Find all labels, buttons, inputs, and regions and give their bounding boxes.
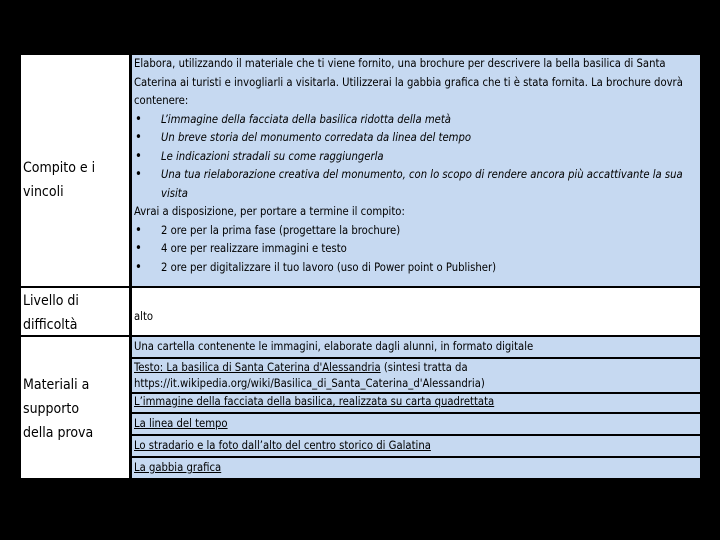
difficulty-label-line2: difficoltà bbox=[23, 317, 78, 333]
task-intro: Elabora, utilizzando il materiale che ti viene fornito, una brochure per descrivere la bella basilica di Santa Caterina ai turisti e invogliarli a visitarla. Utilizzerai la gabbia grafica che ti è stata fornita. La brochure dovrà contenere: bbox=[134, 57, 683, 107]
list-item: • Una tua rielaborazione creativa del monumento, con lo scopo di rendere ancora più accattivante la sua visita bbox=[134, 166, 700, 203]
materials-grid-cell bbox=[131, 457, 701, 479]
street-map-link[interactable]: Lo stradario e la foto dall’alto del centro storico di Galatina bbox=[134, 439, 431, 452]
task-content-cell bbox=[131, 54, 701, 287]
facade-image-link[interactable]: L’immagine della facciata della basilica, realizzata su carta quadrettata bbox=[134, 395, 495, 408]
materials-map-cell bbox=[131, 435, 701, 457]
tools-intro: Avrai a disposizione, per portare a termine il compito: bbox=[134, 205, 405, 218]
difficulty-content-cell bbox=[131, 287, 701, 336]
list-item: • 2 ore per digitalizzare il tuo lavoro (uso di Power point o Publisher) bbox=[134, 259, 700, 278]
tools-list bbox=[134, 222, 700, 278]
task-label-cell bbox=[20, 54, 130, 287]
materials-label-line3: della prova bbox=[23, 425, 94, 441]
materials-folder-cell bbox=[131, 336, 701, 358]
materials-timeline-cell bbox=[131, 413, 701, 435]
materials-label-line1: Materiali a bbox=[23, 377, 90, 393]
timeline-link[interactable]: La linea del tempo bbox=[134, 417, 228, 430]
list-item: • Le indicazioni stradali su come raggiungerla bbox=[134, 148, 700, 167]
materials-label-cell bbox=[20, 336, 130, 479]
list-item: • 2 ore per la prima fase (progettare la brochure) bbox=[134, 222, 700, 241]
graphic-grid-link[interactable]: La gabbia grafica bbox=[134, 461, 222, 474]
materials-facade-cell bbox=[131, 393, 701, 413]
difficulty-label-cell bbox=[20, 287, 130, 336]
text-basilica-link[interactable]: Testo: La basilica di Santa Caterina d'Alessandria bbox=[134, 361, 381, 374]
materials-folder-text: Una cartella contenente le immagini, elaborate dagli alunni, in formato digitale bbox=[134, 340, 534, 353]
task-label-line1: Compito e i bbox=[23, 160, 96, 176]
list-item: • L’immagine della facciata della basilica ridotta della metà bbox=[134, 111, 700, 130]
difficulty-label-line1: Livello di bbox=[23, 293, 79, 309]
materials-text-cell bbox=[131, 358, 701, 393]
task-label-line2: vincoli bbox=[23, 184, 64, 200]
list-item: • 4 ore per realizzare immagini e testo bbox=[134, 240, 700, 259]
difficulty-value: alto bbox=[134, 310, 154, 323]
materials-label-line2: supporto bbox=[23, 401, 80, 417]
brochure-contents-list bbox=[134, 111, 700, 204]
list-item: • Un breve storia del monumento corredata da linea del tempo bbox=[134, 129, 700, 148]
text-source: (sintesi tratta da https://it.wikipedia.org/wiki/Basilica_di_Santa_Caterina_d'Alessandria) bbox=[134, 361, 485, 390]
